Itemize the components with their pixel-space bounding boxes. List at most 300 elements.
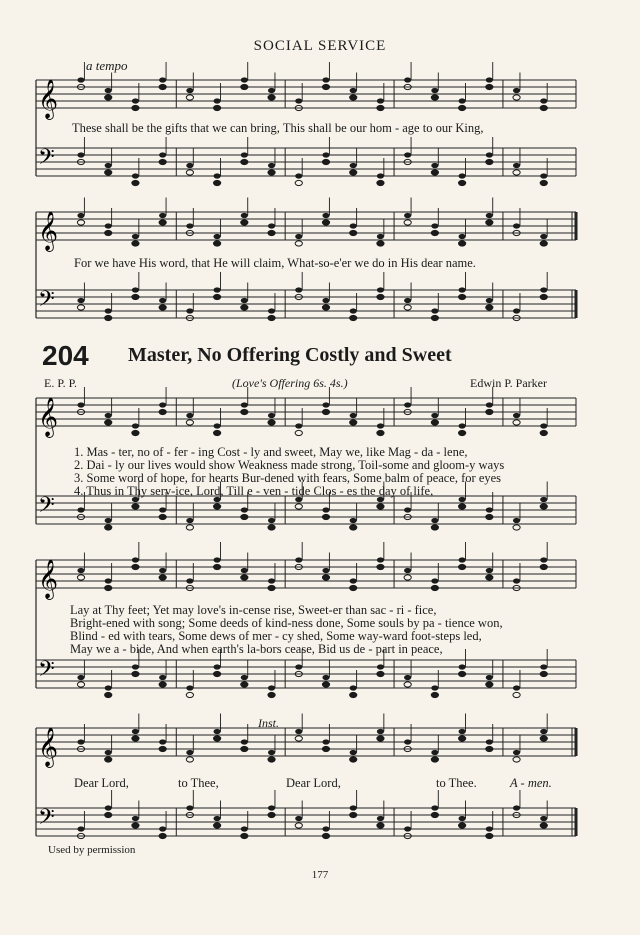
note-head	[350, 308, 357, 313]
note-head	[431, 750, 438, 755]
note-head	[186, 578, 193, 583]
note-head	[77, 220, 84, 225]
note-head	[159, 826, 166, 831]
note-head	[241, 675, 248, 680]
note-head	[322, 682, 329, 687]
note-head	[295, 736, 302, 741]
note-head	[431, 88, 438, 93]
note-head	[214, 234, 221, 239]
note-head	[486, 84, 493, 89]
note-head	[186, 518, 193, 523]
treble-clef-icon: 𝄞	[38, 211, 59, 251]
note-head	[540, 423, 547, 428]
note-head	[295, 173, 302, 178]
note-head	[186, 223, 193, 228]
note-head	[295, 287, 302, 292]
note-head	[322, 833, 329, 838]
note-head	[459, 287, 466, 292]
note-head	[404, 77, 411, 82]
note-head	[513, 88, 520, 93]
note-head	[241, 305, 248, 310]
note-head	[459, 736, 466, 741]
note-head	[105, 525, 112, 530]
note-head	[241, 833, 248, 838]
note-head	[105, 223, 112, 228]
note-head	[540, 823, 547, 828]
note-head	[540, 234, 547, 239]
note-head	[404, 682, 411, 687]
note-head	[186, 163, 193, 168]
note-head	[404, 675, 411, 680]
note-head	[159, 682, 166, 687]
note-head	[268, 420, 275, 425]
bass-clef-icon: 𝄢	[38, 493, 55, 523]
note-head	[486, 739, 493, 744]
note-head	[377, 287, 384, 292]
note-head	[268, 757, 275, 762]
note-head	[404, 568, 411, 573]
note-head	[377, 294, 384, 299]
note-head	[322, 575, 329, 580]
note-head	[132, 105, 139, 110]
note-head	[186, 420, 193, 425]
note-head	[241, 507, 248, 512]
note-head	[159, 575, 166, 580]
note-head	[159, 514, 166, 519]
note-head	[268, 525, 275, 530]
note-head	[350, 315, 357, 320]
note-head	[350, 420, 357, 425]
note-head	[105, 685, 112, 690]
note-head	[513, 578, 520, 583]
note-head	[105, 308, 112, 313]
note-head	[268, 95, 275, 100]
note-head	[350, 230, 357, 235]
note-head	[377, 241, 384, 246]
note-head	[350, 88, 357, 93]
note-head	[431, 230, 438, 235]
note-head	[159, 507, 166, 512]
note-head	[241, 84, 248, 89]
note-head	[132, 423, 139, 428]
bass-clef-icon: 𝄢	[38, 657, 55, 687]
note-head	[268, 315, 275, 320]
note-head	[459, 671, 466, 676]
note-head	[322, 305, 329, 310]
note-head	[214, 423, 221, 428]
note-head	[241, 213, 248, 218]
note-head	[540, 816, 547, 821]
note-head	[132, 234, 139, 239]
note-head	[431, 170, 438, 175]
verse-line: Lay at Thy feet; Yet may love's in-cense rise, Sweet-er than sac - ri - fice,	[70, 603, 437, 617]
note-head	[322, 507, 329, 512]
note-head	[486, 675, 493, 680]
bass-clef-icon: 𝄢	[38, 287, 55, 317]
note-head	[105, 230, 112, 235]
note-head	[486, 507, 493, 512]
note-head	[486, 305, 493, 310]
note-head	[132, 504, 139, 509]
note-head	[268, 692, 275, 697]
note-head	[105, 750, 112, 755]
note-head	[513, 413, 520, 418]
note-head	[214, 729, 221, 734]
note-head	[513, 163, 520, 168]
note-head	[431, 518, 438, 523]
note-head	[404, 213, 411, 218]
note-head	[540, 564, 547, 569]
tempo-marking: a tempo	[86, 58, 128, 73]
note-head	[540, 105, 547, 110]
note-head	[377, 816, 384, 821]
note-head	[350, 163, 357, 168]
note-head	[377, 671, 384, 676]
note-head	[350, 757, 357, 762]
refrain-word: to Thee,	[178, 776, 219, 790]
note-head	[214, 664, 221, 669]
note-head	[486, 159, 493, 164]
note-head	[159, 298, 166, 303]
verse-line: May we a - bide, And when earth's la-bors cease, Bid us de - part in peace,	[70, 642, 443, 656]
note-head	[377, 664, 384, 669]
note-head	[186, 805, 193, 810]
note-head	[513, 518, 520, 523]
note-head	[540, 98, 547, 103]
note-head	[350, 170, 357, 175]
note-head	[295, 98, 302, 103]
note-head	[77, 675, 84, 680]
note-head	[159, 152, 166, 157]
note-head	[322, 298, 329, 303]
note-head	[295, 729, 302, 734]
note-head	[377, 729, 384, 734]
note-head	[77, 402, 84, 407]
note-head	[77, 152, 84, 157]
note-head	[105, 95, 112, 100]
note-head	[77, 298, 84, 303]
note-head	[404, 298, 411, 303]
note-head	[132, 564, 139, 569]
note-head	[214, 105, 221, 110]
author-credit: E. P. P.	[44, 376, 78, 390]
note-head	[350, 95, 357, 100]
note-head	[241, 220, 248, 225]
note-head	[77, 507, 84, 512]
note-head	[105, 757, 112, 762]
note-head	[295, 557, 302, 562]
note-head	[486, 152, 493, 157]
note-head	[105, 170, 112, 175]
note-head	[540, 497, 547, 502]
note-head	[486, 298, 493, 303]
note-head	[159, 833, 166, 838]
note-head	[459, 241, 466, 246]
footer-note: Used by permission	[48, 844, 136, 856]
note-head	[186, 757, 193, 762]
refrain-word: to Thee.	[436, 776, 477, 790]
note-head	[431, 812, 438, 817]
note-head	[186, 750, 193, 755]
note-head	[132, 98, 139, 103]
note-head	[350, 223, 357, 228]
note-head	[350, 413, 357, 418]
hymn-number: 204	[42, 340, 89, 371]
note-head	[77, 575, 84, 580]
bass-clef-icon: 𝄢	[38, 145, 55, 175]
note-head	[377, 736, 384, 741]
note-head	[77, 305, 84, 310]
note-head	[132, 816, 139, 821]
note-head	[132, 430, 139, 435]
note-head	[214, 180, 221, 185]
note-head	[77, 568, 84, 573]
note-head	[268, 805, 275, 810]
note-head	[377, 173, 384, 178]
note-head	[377, 423, 384, 428]
note-head	[513, 692, 520, 697]
note-head	[132, 180, 139, 185]
note-head	[268, 163, 275, 168]
note-head	[486, 682, 493, 687]
note-head	[540, 729, 547, 734]
note-head	[540, 294, 547, 299]
note-head	[540, 287, 547, 292]
note-head	[105, 692, 112, 697]
note-head	[377, 557, 384, 562]
note-head	[268, 308, 275, 313]
note-head	[459, 816, 466, 821]
note-head	[241, 826, 248, 831]
note-head	[540, 664, 547, 669]
note-head	[459, 294, 466, 299]
note-head	[350, 578, 357, 583]
note-head	[241, 409, 248, 414]
note-head	[350, 750, 357, 755]
note-head	[241, 152, 248, 157]
note-head	[241, 514, 248, 519]
note-head	[159, 675, 166, 680]
note-head	[459, 98, 466, 103]
note-head	[132, 294, 139, 299]
note-head	[295, 430, 302, 435]
note-head	[459, 564, 466, 569]
note-head	[77, 826, 84, 831]
note-head	[132, 664, 139, 669]
note-head	[268, 812, 275, 817]
verse-line: 1. Mas - ter, no of - fer - ing Cost - ly and sweet, May we, like Mag - da - lene,	[74, 445, 468, 459]
note-head	[377, 98, 384, 103]
note-head	[268, 750, 275, 755]
note-head	[486, 409, 493, 414]
note-head	[77, 682, 84, 687]
note-head	[350, 518, 357, 523]
note-head	[322, 84, 329, 89]
note-head	[322, 514, 329, 519]
note-head	[431, 692, 438, 697]
note-head	[186, 692, 193, 697]
note-head	[431, 95, 438, 100]
note-head	[350, 685, 357, 690]
note-head	[186, 170, 193, 175]
note-head	[186, 308, 193, 313]
note-head	[159, 84, 166, 89]
note-head	[459, 173, 466, 178]
note-head	[159, 402, 166, 407]
note-head	[540, 173, 547, 178]
note-head	[322, 739, 329, 744]
lyric-line: For we have His word, that He will claim, What-so-e'er we do in His dear name.	[74, 256, 476, 270]
note-head	[322, 402, 329, 407]
note-head	[540, 671, 547, 676]
note-head	[268, 578, 275, 583]
note-head	[214, 736, 221, 741]
note-head	[105, 315, 112, 320]
note-head	[431, 413, 438, 418]
note-head	[214, 287, 221, 292]
note-head	[186, 685, 193, 690]
note-head	[268, 585, 275, 590]
note-head	[431, 223, 438, 228]
note-head	[377, 180, 384, 185]
note-head	[268, 685, 275, 690]
note-head	[105, 88, 112, 93]
note-head	[404, 152, 411, 157]
note-head	[214, 671, 221, 676]
note-head	[486, 514, 493, 519]
note-head	[268, 413, 275, 418]
note-head	[295, 180, 302, 185]
note-head	[295, 664, 302, 669]
note-head	[459, 430, 466, 435]
note-head	[159, 213, 166, 218]
instrumental-marking: Inst.	[258, 716, 279, 730]
note-head	[350, 692, 357, 697]
refrain-word: Dear Lord,	[286, 776, 341, 790]
note-head	[540, 557, 547, 562]
treble-clef-icon: 𝄞	[38, 559, 59, 599]
note-head	[431, 308, 438, 313]
note-head	[486, 833, 493, 838]
note-head	[132, 736, 139, 741]
section-header: SOCIAL SERVICE	[253, 38, 387, 54]
note-head	[513, 757, 520, 762]
note-head	[377, 823, 384, 828]
note-head	[241, 739, 248, 744]
note-head	[459, 423, 466, 428]
note-head	[77, 739, 84, 744]
note-head	[459, 234, 466, 239]
note-head	[459, 557, 466, 562]
note-head	[132, 729, 139, 734]
note-head	[132, 557, 139, 562]
note-head	[241, 682, 248, 687]
note-head	[214, 98, 221, 103]
note-head	[105, 163, 112, 168]
note-head	[295, 241, 302, 246]
note-head	[214, 564, 221, 569]
refrain-word: Dear Lord,	[74, 776, 129, 790]
note-head	[159, 220, 166, 225]
note-head	[459, 504, 466, 509]
note-head	[459, 664, 466, 669]
note-head	[431, 420, 438, 425]
note-head	[404, 220, 411, 225]
note-head	[159, 746, 166, 751]
note-head	[322, 675, 329, 680]
note-head	[159, 739, 166, 744]
note-head	[513, 685, 520, 690]
note-head	[214, 816, 221, 821]
note-head	[268, 170, 275, 175]
note-head	[540, 736, 547, 741]
note-head	[377, 234, 384, 239]
note-head	[105, 518, 112, 523]
note-head	[486, 213, 493, 218]
note-head	[431, 578, 438, 583]
note-head	[459, 180, 466, 185]
note-head	[486, 220, 493, 225]
verse-line: 2. Dai - ly our lives would show Weakness made strong, Toil-some and gloom-y ways	[74, 458, 505, 472]
verse-line: Bright-ened with song; Some deeds of kind-ness done, Some souls by pa - tience won,	[70, 616, 503, 630]
note-head	[540, 241, 547, 246]
note-head	[214, 823, 221, 828]
note-head	[513, 308, 520, 313]
note-head	[431, 585, 438, 590]
note-head	[295, 423, 302, 428]
note-head	[377, 105, 384, 110]
note-head	[322, 77, 329, 82]
amen-text: A - men.	[510, 776, 552, 790]
note-head	[268, 88, 275, 93]
note-head	[322, 213, 329, 218]
note-head	[159, 305, 166, 310]
note-head	[295, 504, 302, 509]
note-head	[540, 180, 547, 185]
note-head	[268, 223, 275, 228]
note-head	[295, 823, 302, 828]
note-head	[159, 77, 166, 82]
note-head	[322, 746, 329, 751]
page-number: 177	[311, 869, 329, 881]
note-head	[241, 746, 248, 751]
treble-clef-icon: 𝄞	[38, 397, 59, 437]
note-head	[322, 159, 329, 164]
note-head	[105, 805, 112, 810]
note-head	[105, 413, 112, 418]
note-head	[214, 504, 221, 509]
note-head	[377, 564, 384, 569]
verse-line: Blind - ed with tears, Some dews of mer - cy shed, Some way-ward foot-steps led,	[70, 629, 482, 643]
note-head	[513, 420, 520, 425]
note-head	[105, 812, 112, 817]
verse-line: 3. Some word of hope, for hearts Bur-dened with fears, Some balm of peace, for eyes	[74, 471, 502, 485]
note-head	[105, 585, 112, 590]
note-head	[350, 585, 357, 590]
note-head	[295, 234, 302, 239]
note-head	[186, 88, 193, 93]
note-head	[186, 413, 193, 418]
note-head	[486, 568, 493, 573]
note-head	[404, 575, 411, 580]
note-head	[540, 430, 547, 435]
note-head	[486, 402, 493, 407]
note-head	[431, 525, 438, 530]
note-head	[159, 409, 166, 414]
note-head	[241, 575, 248, 580]
note-head	[404, 305, 411, 310]
note-head	[159, 568, 166, 573]
